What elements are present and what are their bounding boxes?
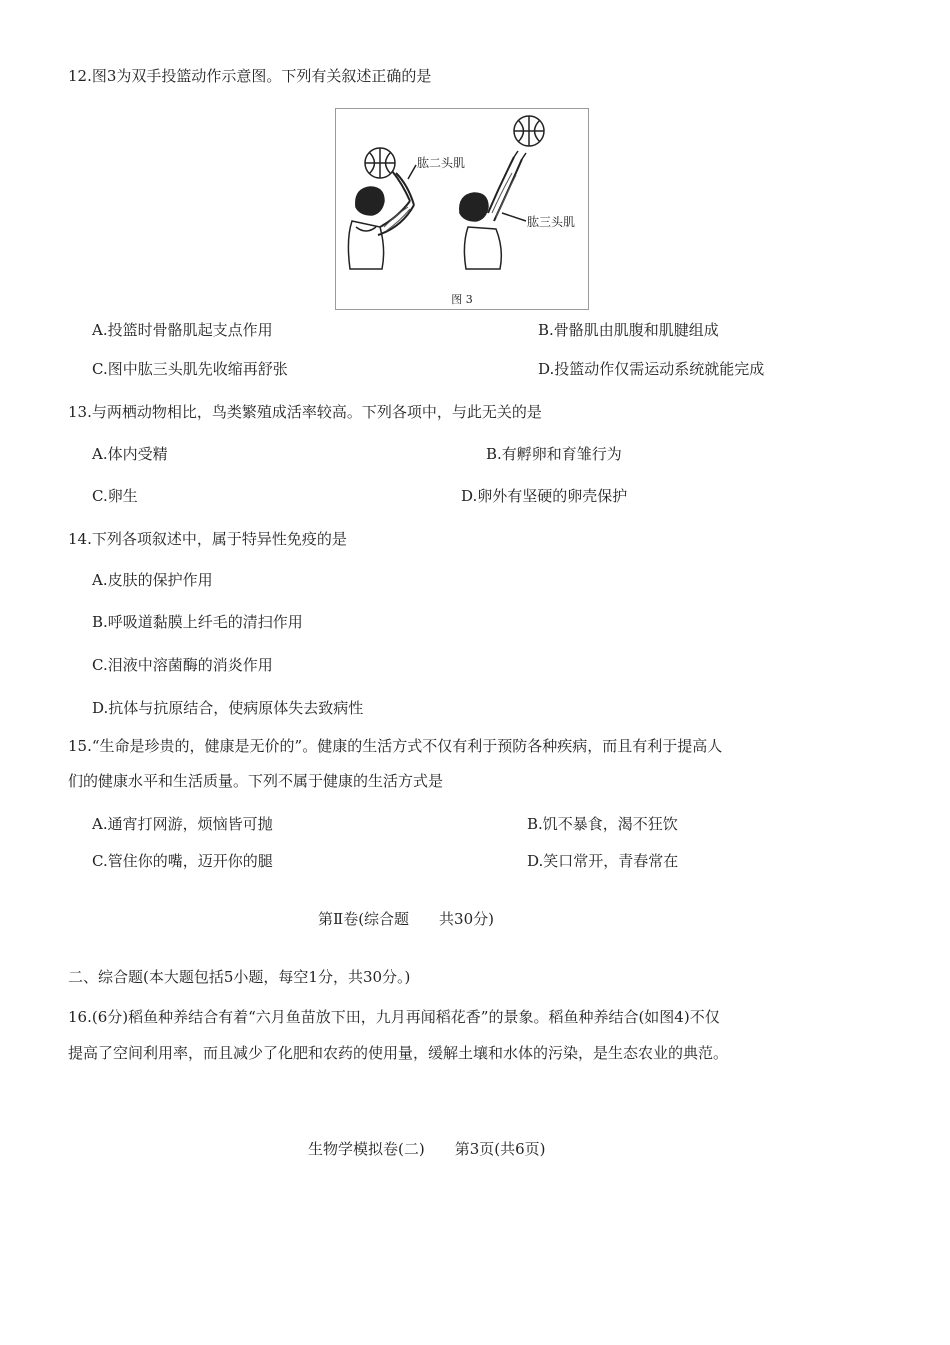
q15-stem-line1: 15.“生命是珍贵的，健康是无价的”。健康的生活方式不仅有利于预防各种疾病，而且有利于提高人 [68, 737, 723, 755]
figure-3-basketball-shot [335, 108, 589, 310]
q13-option-c: C.卵生 [92, 487, 138, 505]
q14-option-b: B.呼吸道黏膜上纤毛的清扫作用 [92, 613, 303, 631]
q13-stem: 13.与两栖动物相比，鸟类繁殖成活率较高。下列各项中，与此无关的是 [68, 403, 542, 421]
basketball-shot-illustration [336, 109, 588, 309]
q14-option-c: C.泪液中溶菌酶的消炎作用 [92, 656, 273, 674]
page-footer: 生物学模拟卷(二) 第3页(共6页) [308, 1140, 546, 1158]
q14-option-d: D.抗体与抗原结合，使病原体失去致病性 [92, 699, 364, 717]
label-biceps: 肱二头肌 [417, 156, 466, 170]
q13-option-a: A.体内受精 [92, 445, 168, 463]
q14-stem: 14.下列各项叙述中，属于特异性免疫的是 [68, 530, 347, 548]
q12-option-d: D.投篮动作仅需运动系统就能完成 [538, 360, 765, 378]
figure-caption: 图 3 [451, 293, 473, 306]
q13-option-b: B.有孵卵和育雏行为 [486, 445, 622, 463]
q12-option-a: A.投篮时骨骼肌起支点作用 [92, 321, 273, 339]
q15-stem-line2: 们的健康水平和生活质量。下列不属于健康的生活方式是 [68, 772, 444, 790]
q13-option-d: D.卵外有坚硬的卵壳保护 [461, 487, 628, 505]
q15-option-a: A.通宵打网游，烦恼皆可抛 [92, 815, 273, 833]
label-triceps: 肱三头肌 [527, 215, 576, 229]
q15-option-d: D.笑口常开，青春常在 [527, 852, 679, 870]
q14-option-a: A.皮肤的保护作用 [92, 571, 213, 589]
q15-option-c: C.管住你的嘴，迈开你的腿 [92, 852, 273, 870]
q16-line1: 16.(6分)稻鱼种养结合有着“六月鱼苗放下田，九月再闻稻花香”的景象。稻鱼种养结合(如图4)不仅 [68, 1008, 720, 1026]
q12-option-c: C.图中肱三头肌先收缩再舒张 [92, 360, 288, 378]
q12-option-b: B.骨骼肌由肌腹和肌腱组成 [538, 321, 719, 339]
section-2-heading: 二、综合题(本大题包括5小题，每空1分，共30分。) [68, 968, 411, 986]
q16-line2: 提高了空间利用率，而且减少了化肥和农药的使用量，缓解土壤和水体的污染，是生态农业的典范。 [68, 1044, 729, 1062]
q12-stem: 12.图3为双手投篮动作示意图。下列有关叙述正确的是 [68, 67, 432, 85]
section-2-title: 第Ⅱ卷(综合题 共30分) [318, 910, 494, 928]
q15-option-b: B.饥不暴食，渴不狂饮 [527, 815, 678, 833]
